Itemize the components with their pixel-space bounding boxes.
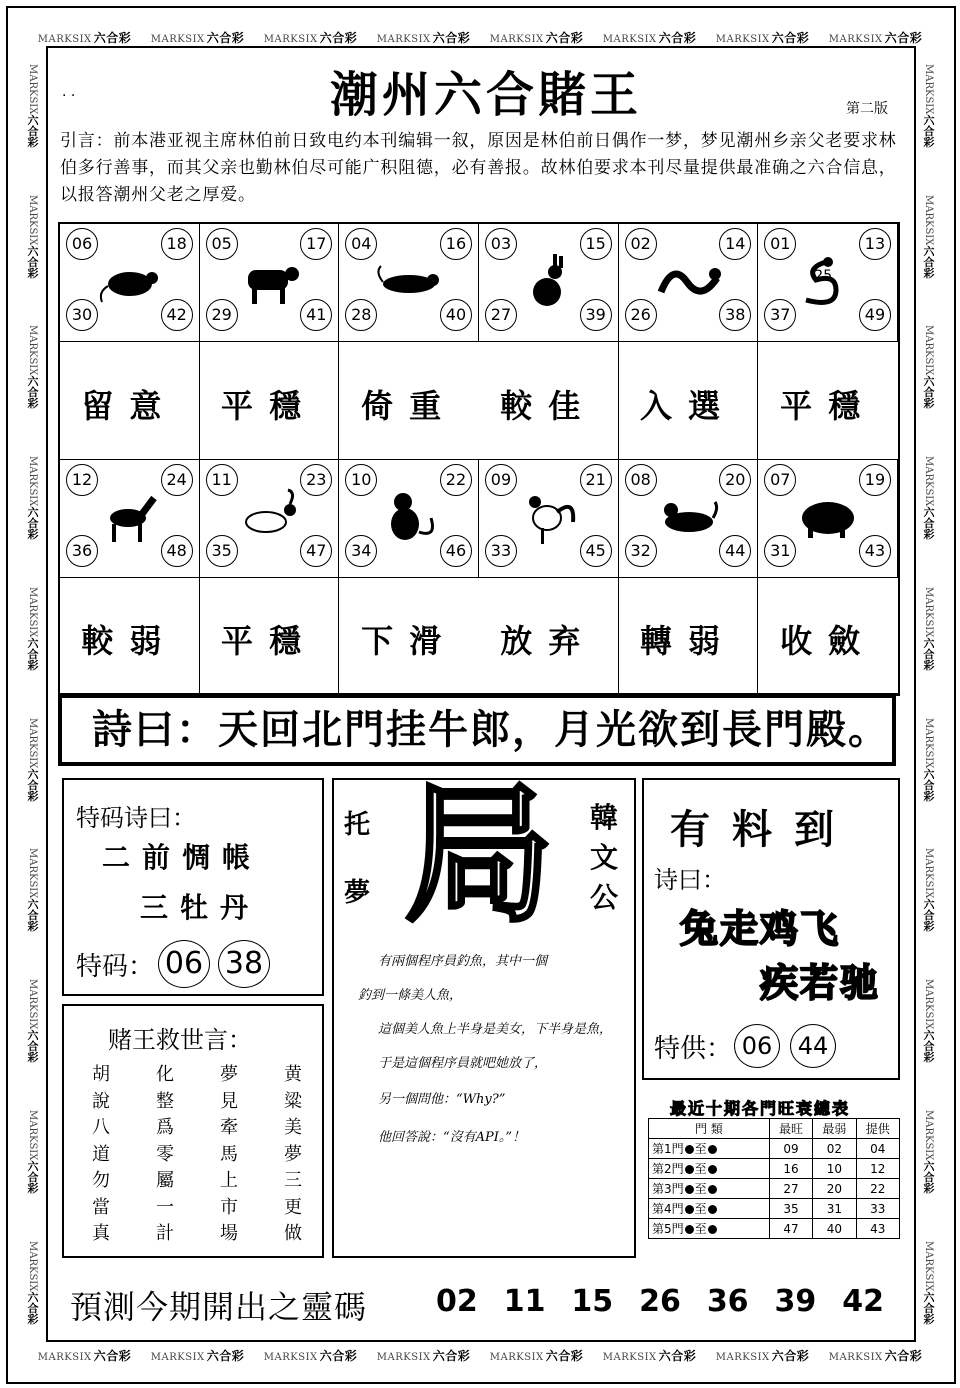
- watermark-item: MARKSIX六合彩: [922, 63, 935, 148]
- proverb-char: 道: [92, 1143, 110, 1165]
- watermark-item: MARKSIX 六合彩: [828, 1348, 923, 1363]
- stats-provide-cell: 04: [856, 1139, 899, 1159]
- dream-left-char-2: 夢: [344, 878, 371, 908]
- page-title: 潮州六合賭王: [330, 67, 643, 123]
- watermark-item: MARKSIX六合彩: [922, 586, 935, 671]
- watermark-item: MARKSIX 六合彩: [376, 1348, 471, 1363]
- stats-max-cell: 16: [769, 1159, 812, 1179]
- proverb-char: 胡: [92, 1064, 110, 1085]
- watermark-item: MARKSIX 六合彩: [602, 1348, 697, 1363]
- stats-door-cell: [649, 1159, 770, 1179]
- watermark-item: MARKSIX六合彩: [26, 979, 39, 1063]
- stats-range: 至: [694, 1222, 707, 1236]
- stats-provide-cell: 43: [856, 1219, 899, 1239]
- watermark-item: MARKSIX六合彩: [26, 717, 39, 802]
- material-line2: 疾若驰: [760, 961, 881, 1005]
- poem-banner: 詩曰：天回北門挂牛郎，月光欲到長門殿。: [58, 694, 896, 766]
- zodiac-number: 26: [625, 299, 657, 331]
- zodiac-number: 42: [161, 299, 193, 331]
- zodiac-number: 27: [485, 299, 517, 331]
- watermark-item: MARKSIX六合彩: [26, 1240, 39, 1325]
- stats-door: 第1門: [652, 1142, 684, 1156]
- watermark-item: MARKSIX 六合彩: [489, 30, 584, 45]
- forecast-number: 02: [436, 1284, 478, 1319]
- corner-dots: . .: [62, 84, 76, 100]
- watermark-item: MARKSIX六合彩: [922, 979, 935, 1063]
- zodiac-number: 47: [300, 535, 332, 567]
- dream-story-line: 有兩個程序員釣魚，其中一個: [378, 954, 548, 969]
- edition-label: 第二版: [846, 101, 888, 117]
- zodiac-number: 04: [345, 228, 377, 260]
- stats-row: [649, 1179, 900, 1199]
- stats-min-cell: 20: [813, 1179, 856, 1199]
- zodiac-number: 16: [440, 228, 472, 260]
- ball-icon: [708, 1165, 717, 1174]
- zodiac-number: 33: [485, 535, 517, 567]
- zodiac-number: 23: [300, 464, 332, 496]
- special-code-1: 06: [158, 940, 210, 988]
- proverb-char: 零: [156, 1143, 174, 1165]
- stats-header-row: [649, 1119, 900, 1139]
- zodiac-number: 22: [440, 464, 472, 496]
- proverb-char: 做: [284, 1223, 302, 1244]
- dream-left-char-1: 托: [344, 810, 371, 840]
- forecast-number: 36: [706, 1284, 749, 1319]
- zodiac-number: 01: [764, 228, 796, 260]
- zodiac-animal-cell: [60, 460, 200, 578]
- zodiac-number: 31: [764, 535, 796, 567]
- zodiac-fortune: 倚重: [361, 387, 458, 425]
- zodiac-number: 11: [206, 464, 238, 496]
- watermark-item: MARKSIX六合彩: [26, 194, 39, 278]
- zodiac-fortune-cell: [60, 578, 200, 694]
- zodiac-fortune: 留意: [81, 387, 178, 425]
- material-poem-label: 诗曰：: [654, 866, 726, 894]
- stats-header-cell: 最旺: [769, 1119, 812, 1139]
- stats-title: 最近十期各門旺衰總表: [670, 1099, 851, 1118]
- zodiac-fortune: 較弱: [81, 622, 178, 660]
- stats-header-cell: 提供: [856, 1119, 899, 1139]
- proverb-columns: [92, 1062, 302, 1248]
- material-supply-label: 特供：: [654, 1033, 733, 1064]
- zodiac-number: 44: [719, 535, 751, 567]
- watermark-item: MARKSIX六合彩: [26, 1110, 39, 1194]
- proverb-char: 三: [284, 1170, 302, 1191]
- special-poem-box: [62, 778, 324, 996]
- intro-text: 引言：前本港亚视主席林伯前日致电约本刊编辑一叙，原因是林伯前日偶作一梦，梦见潮州乡亲父老要求林伯多行善事，而其父亲也勤林伯尽可能广积阻德，必有善报。故林伯要求本刊尽量提供最准确之六合信息，以报答潮州父老之厚爱。: [60, 131, 897, 205]
- zodiac-number: 40: [440, 299, 472, 331]
- stats-door-cell: [649, 1179, 770, 1199]
- stats-row: [649, 1159, 900, 1179]
- watermark-left: [20, 40, 44, 1348]
- watermark-item: MARKSIX六合彩: [26, 456, 39, 540]
- proverb-char: 美: [284, 1117, 302, 1138]
- watermark-item: MARKSIX 六合彩: [150, 1348, 245, 1363]
- zodiac-number: 35: [206, 535, 238, 567]
- stats-range: 至: [694, 1162, 707, 1176]
- special-code-label: 特码：: [76, 951, 155, 982]
- ball-icon: [685, 1205, 694, 1214]
- stats-door-cell: [649, 1139, 770, 1159]
- zodiac-fortune-cell: [60, 342, 200, 460]
- zodiac-fortune-cell: [200, 578, 340, 694]
- watermark-item: MARKSIX 六合彩: [263, 30, 358, 45]
- dream-story-line: 于是這個程序員就吧她放了，: [378, 1056, 548, 1071]
- zodiac-animal-cell: [60, 224, 200, 342]
- ball-icon: [708, 1225, 717, 1234]
- watermark-item: MARKSIX六合彩: [26, 848, 39, 932]
- proverb-char: 馬: [220, 1143, 238, 1165]
- watermark-item: MARKSIX 六合彩: [715, 30, 810, 45]
- dream-story-line: 另一個問他：“Why?”: [378, 1092, 506, 1107]
- zodiac-number: 18: [161, 228, 193, 260]
- watermark-bottom: [28, 1342, 932, 1368]
- proverb-char: 當: [92, 1196, 110, 1218]
- zodiac-number: 39: [580, 299, 612, 331]
- stats-door-cell: [649, 1199, 770, 1219]
- ball-icon: [708, 1145, 717, 1154]
- zodiac-fortune: 收斂: [780, 622, 877, 660]
- stats-min-cell: 02: [813, 1139, 856, 1159]
- dream-right-char: 文: [590, 841, 619, 874]
- stats-min-cell: 31: [813, 1199, 856, 1219]
- zodiac-fortune-cell: [479, 578, 619, 694]
- watermark-item: MARKSIX 六合彩: [828, 30, 923, 45]
- zodiac-fortune: 下滑: [361, 622, 458, 660]
- zodiac-number: 36: [66, 535, 98, 567]
- watermark-item: MARKSIX六合彩: [26, 325, 39, 409]
- watermark-item: MARKSIX六合彩: [922, 1240, 935, 1325]
- proverb-column: [284, 1062, 302, 1248]
- stats-max-cell: 27: [769, 1179, 812, 1199]
- stats-header-cell: 最弱: [813, 1119, 856, 1139]
- special-poem-line1: 二前惆帳: [102, 841, 263, 874]
- special-code-2: 38: [218, 940, 270, 988]
- proverb-char: 牽: [220, 1117, 238, 1138]
- proverb-column: [220, 1062, 238, 1248]
- watermark-item: MARKSIX六合彩: [26, 63, 39, 148]
- zodiac-number: 02: [625, 228, 657, 260]
- zodiac-fortune: 轉弱: [639, 622, 736, 660]
- zodiac-animal-cell: [200, 460, 340, 578]
- stats-provide-cell: 12: [856, 1159, 899, 1179]
- stats-range: 至: [694, 1142, 707, 1156]
- stats-range: 至: [694, 1202, 707, 1216]
- proverb-char: 市: [220, 1196, 238, 1218]
- proverb-char: 夢: [220, 1064, 238, 1085]
- zodiac-fortune-cell: [339, 342, 479, 460]
- proverb-char: 粱: [284, 1090, 302, 1112]
- watermark-item: MARKSIX六合彩: [922, 848, 935, 932]
- zodiac-number: 14: [719, 228, 751, 260]
- stats-door: 第3門: [652, 1182, 684, 1196]
- stats-provide-cell: 22: [856, 1179, 899, 1199]
- proverb-char: 夢: [284, 1143, 302, 1165]
- watermark-item: MARKSIX六合彩: [922, 194, 935, 278]
- watermark-item: MARKSIX 六合彩: [376, 30, 471, 45]
- forecast-number: 39: [774, 1284, 817, 1319]
- dream-story-line: 他回答說：“沒有API。”！: [378, 1130, 526, 1145]
- stats-row: [649, 1199, 900, 1219]
- dream-story-line: 這個美人魚上半身是美女，下半身是魚，: [378, 1022, 613, 1037]
- special-poem-line2: 三牡丹: [140, 891, 261, 924]
- ball-icon: [685, 1145, 694, 1154]
- proverb-char: 場: [220, 1223, 238, 1244]
- zodiac-fortune: 平穩: [220, 387, 317, 425]
- watermark-item: MARKSIX六合彩: [922, 456, 935, 540]
- zodiac-fortune-cell: [200, 342, 340, 460]
- proverb-char: 真: [92, 1223, 110, 1244]
- stats-row: [649, 1219, 900, 1239]
- zodiac-fortune-cell: [339, 578, 479, 694]
- zodiac-number: 24: [161, 464, 193, 496]
- zodiac-animal-cell: [339, 224, 479, 342]
- stats-table: [648, 1118, 900, 1239]
- tiger-icon: [377, 252, 441, 312]
- zodiac-number: 09: [485, 464, 517, 496]
- watermark-item: MARKSIX 六合彩: [602, 30, 697, 45]
- zodiac-number: 10: [345, 464, 377, 496]
- forecast-number: 26: [639, 1284, 681, 1319]
- zodiac-number: 19: [859, 464, 891, 496]
- zodiac-animal-cell: [479, 460, 619, 578]
- stats-min-cell: 10: [813, 1159, 856, 1179]
- pig-icon: [796, 488, 860, 548]
- zodiac-fortune: 平穩: [220, 622, 317, 660]
- dragon-icon: [657, 252, 721, 312]
- watermark-item: MARKSIX六合彩: [922, 1110, 935, 1194]
- stats-door: 第5門: [652, 1222, 684, 1236]
- dog-icon: [657, 488, 721, 548]
- zodiac-fortune-cell: [758, 342, 898, 460]
- forecast-number: 42: [842, 1284, 884, 1319]
- proverb-char: 計: [156, 1223, 174, 1244]
- watermark-item: MARKSIX六合彩: [922, 325, 935, 409]
- watermark-item: MARKSIX 六合彩: [150, 30, 245, 45]
- watermark-item: MARKSIX 六合彩: [489, 1348, 584, 1363]
- zodiac-animal-cell: [479, 224, 619, 342]
- forecast-numbers: [436, 1284, 884, 1319]
- proverb-char: 黄: [284, 1064, 302, 1085]
- proverb-char: 上: [220, 1170, 238, 1191]
- zodiac-number: 28: [345, 299, 377, 331]
- zodiac-fortune-cell: [758, 578, 898, 694]
- zodiac-number: 37: [764, 299, 796, 331]
- material-line1: 兔走鸡飞: [680, 907, 841, 951]
- zodiac-fortune: 平穩: [780, 387, 877, 425]
- zodiac-number: 48: [161, 535, 193, 567]
- stats-min-cell: 40: [813, 1219, 856, 1239]
- proverb-char: 一: [156, 1196, 174, 1218]
- zodiac-number: 43: [859, 535, 891, 567]
- zodiac-animal-cell: [200, 224, 340, 342]
- stats-door-cell: [649, 1219, 770, 1239]
- special-poem-heading: 特码诗曰：: [76, 804, 196, 832]
- ox-icon: [238, 252, 302, 312]
- zodiac-number: 13: [859, 228, 891, 260]
- dream-story-line: 釣到一條美人魚，: [358, 988, 463, 1003]
- proverb-char: 八: [92, 1117, 110, 1138]
- zodiac-extra-number: 25: [814, 268, 833, 284]
- watermark-right: [916, 40, 940, 1348]
- zodiac-fortune: 放弃: [500, 622, 597, 660]
- zodiac-animal-cell: [619, 224, 759, 342]
- zodiac-grid: [58, 222, 900, 696]
- proverb-char: 勿: [92, 1170, 110, 1191]
- ball-icon: [685, 1185, 694, 1194]
- zodiac-number: 49: [859, 299, 891, 331]
- zodiac-number: 07: [764, 464, 796, 496]
- zodiac-number: 15: [580, 228, 612, 260]
- watermark-item: MARKSIX 六合彩: [37, 1348, 132, 1363]
- zodiac-number: 08: [625, 464, 657, 496]
- zodiac-number: 29: [206, 299, 238, 331]
- zodiac-fortune-cell: [619, 342, 759, 460]
- stats-row: [649, 1139, 900, 1159]
- proverb-box: [62, 1004, 324, 1258]
- stats-door: 第4門: [652, 1202, 684, 1216]
- material-title: 有料到: [670, 807, 856, 853]
- ball-icon: [708, 1205, 717, 1214]
- zodiac-number: 41: [300, 299, 332, 331]
- ball-icon: [708, 1185, 717, 1194]
- material-code-2: 44: [790, 1024, 836, 1068]
- proverb-char: 化: [156, 1064, 174, 1085]
- watermark-item: MARKSIX六合彩: [922, 717, 935, 802]
- ball-icon: [685, 1165, 694, 1174]
- zodiac-number: 12: [66, 464, 98, 496]
- stats-header-cell: 門 類: [649, 1119, 770, 1139]
- rat-icon: [98, 252, 162, 312]
- stats-max-cell: 47: [769, 1219, 812, 1239]
- zodiac-fortune-cell: [479, 342, 619, 460]
- stats-max-cell: 09: [769, 1139, 812, 1159]
- zodiac-number: 20: [719, 464, 751, 496]
- zodiac-fortune-cell: [619, 578, 759, 694]
- zodiac-number: 06: [66, 228, 98, 260]
- proverb-title: 赌王救世言：: [108, 1026, 252, 1054]
- dream-big-char: 局: [404, 767, 555, 943]
- proverb-char: 更: [284, 1196, 302, 1218]
- watermark-item: MARKSIX六合彩: [26, 586, 39, 671]
- proverb-char: 爲: [156, 1117, 174, 1138]
- zodiac-fortune: 入選: [639, 387, 736, 425]
- zodiac-number: 21: [580, 464, 612, 496]
- zodiac-number: 30: [66, 299, 98, 331]
- watermark-item: MARKSIX 六合彩: [715, 1348, 810, 1363]
- zodiac-number: 32: [625, 535, 657, 567]
- zodiac-number: 05: [206, 228, 238, 260]
- zodiac-animal-cell: [758, 460, 898, 578]
- proverb-char: 屬: [156, 1170, 174, 1191]
- watermark-item: MARKSIX 六合彩: [263, 1348, 358, 1363]
- zodiac-number: 03: [485, 228, 517, 260]
- goat-icon: [238, 488, 302, 548]
- zodiac-number: 38: [719, 299, 751, 331]
- zodiac-number: 45: [580, 535, 612, 567]
- dream-right-char: 韓: [590, 801, 619, 834]
- proverb-char: 說: [92, 1090, 110, 1112]
- dream-box: [332, 767, 636, 1258]
- zodiac-number: 17: [300, 228, 332, 260]
- material-code-1: 06: [734, 1024, 780, 1068]
- zodiac-animal-cell: [339, 460, 479, 578]
- zodiac-number: 34: [345, 535, 377, 567]
- stats-range: 至: [694, 1182, 707, 1196]
- proverb-column: [92, 1062, 110, 1248]
- proverb-char: 見: [220, 1090, 238, 1112]
- horse-icon: [98, 488, 162, 548]
- proverb-char: 整: [156, 1090, 174, 1112]
- forecast-number: 11: [503, 1284, 546, 1319]
- stats-door: 第2門: [652, 1162, 684, 1176]
- monkey-icon: [377, 488, 441, 548]
- rabbit-icon: [517, 252, 581, 312]
- rooster-icon: [517, 488, 581, 548]
- stats-provide-cell: 33: [856, 1199, 899, 1219]
- watermark-item: MARKSIX 六合彩: [37, 30, 132, 45]
- material-box: [642, 778, 900, 1080]
- forecast-number: 15: [571, 1284, 614, 1319]
- zodiac-animal-cell: [758, 224, 898, 342]
- ball-icon: [685, 1225, 694, 1234]
- proverb-column: [156, 1062, 174, 1248]
- forecast-label: 預測今期開出之靈碼: [70, 1288, 368, 1326]
- dream-right-char: 公: [590, 881, 619, 914]
- zodiac-animal-cell: [619, 460, 759, 578]
- zodiac-fortune: 較佳: [500, 387, 597, 425]
- dream-right-column: [590, 798, 618, 918]
- zodiac-number: 46: [440, 535, 472, 567]
- stats-max-cell: 35: [769, 1199, 812, 1219]
